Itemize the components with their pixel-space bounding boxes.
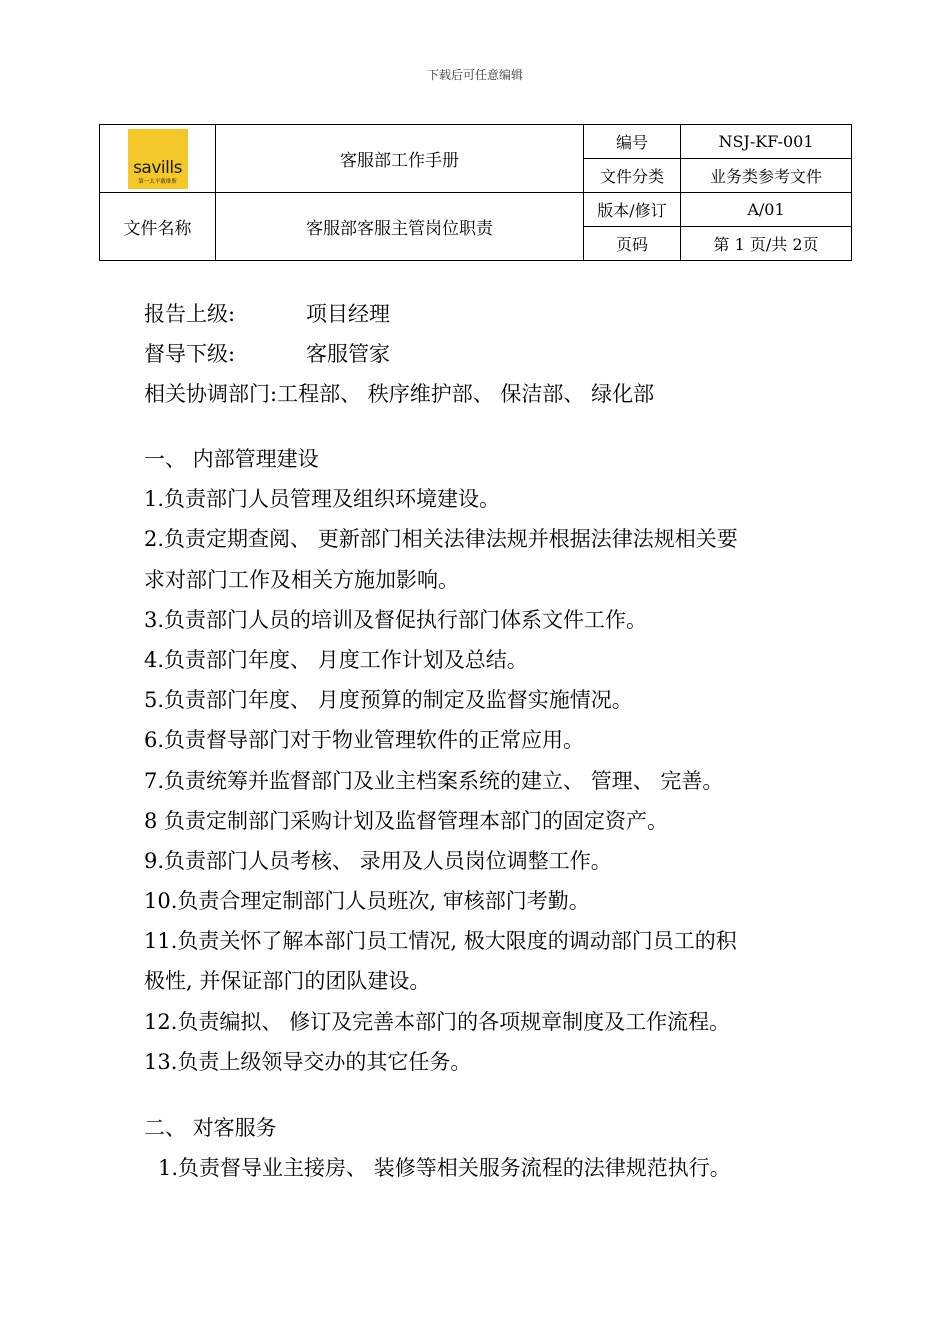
supervise-value: 客服管家 [306,342,390,367]
reporting-info [144,294,824,415]
supervise-row [144,334,824,374]
report-to-value: 项目经理 [306,302,390,326]
duty-line: 1.负责部门人员管理及组织环境建设。 [144,487,501,512]
section-heading: 一、 内部管理建设 [144,447,319,471]
page-value: 第 1 页/共 2页 [681,227,852,261]
coordination-row [144,374,824,414]
file-name-label: 文件名称 [100,193,216,261]
logo-subtext: 第一太平戴维斯 [138,178,177,185]
duty-line: 9.负责部门人员考核、 录用及人员岗位调整工作。 [144,848,612,873]
duty-line: 8 负责定制部门采购计划及监督管理本部门的固定资产。 [144,808,669,833]
report-to-row [144,294,824,334]
section-customer-service [144,1108,824,1188]
duty-line: 12.负责编拟、 修订及完善本部门的各项规章制度及工作流程。 [144,1009,731,1034]
category-value: 业务类参考文件 [681,159,852,193]
manual-title: 客服部工作手册 [216,125,584,193]
duty-line: 1.负责督导业主接房、 装修等相关服务流程的法律规范执行。 [158,1156,731,1181]
duty-line: 3.负责部门人员的培训及督促执行部门体系文件工作。 [144,607,648,632]
supervise-label: 督导下级: [144,342,236,367]
duty-line: 求对部门工作及相关方施加影响。 [144,567,459,592]
duty-line: 11.负责关怀了解本部门员工情况, 极大限度的调动部门员工的积 [144,929,737,954]
section-internal-management [144,439,824,1082]
page-label: 页码 [584,227,681,261]
duty-line: 7.负责统筹并监督部门及业主档案系统的建立、 管理、 完善。 [144,768,724,793]
report-to-label: 报告上级: [144,302,236,326]
logo-wordmark: savills [133,157,182,178]
category-label: 文件分类 [584,159,681,193]
coordination-value: 工程部、 秩序维护部、 保洁部、 绿化部 [277,382,655,407]
duty-line: 6.负责督导部门对于物业管理软件的正常应用。 [144,728,585,753]
duty-line: 极性, 并保证部门的团队建设。 [144,969,431,994]
version-label: 版本/修订 [584,193,681,227]
section-heading: 二、 对客服务 [144,1116,277,1140]
duty-line: 4.负责部门年度、 月度工作计划及总结。 [144,647,528,672]
savills-logo [128,129,188,189]
duty-line: 13.负责上级领导交办的其它任务。 [144,1049,472,1074]
file-name-value: 客服部客服主管岗位职责 [216,193,584,261]
coordination-label: 相关协调部门: [144,382,278,407]
code-label: 编号 [584,125,681,159]
duty-line: 2.负责定期查阅、 更新部门相关法律法规并根据法律法规相关要 [144,527,738,552]
document-header-table [99,124,852,261]
duty-line: 5.负责部门年度、 月度预算的制定及监督实施情况。 [144,688,633,713]
code-value: NSJ-KF-001 [681,125,852,159]
version-value: A/01 [681,193,852,227]
watermark: 下载后可任意编辑 [426,68,523,82]
logo-cell [100,125,216,193]
duty-line: 10.负责合理定制部门人员班次, 审核部门考勤。 [144,889,590,914]
